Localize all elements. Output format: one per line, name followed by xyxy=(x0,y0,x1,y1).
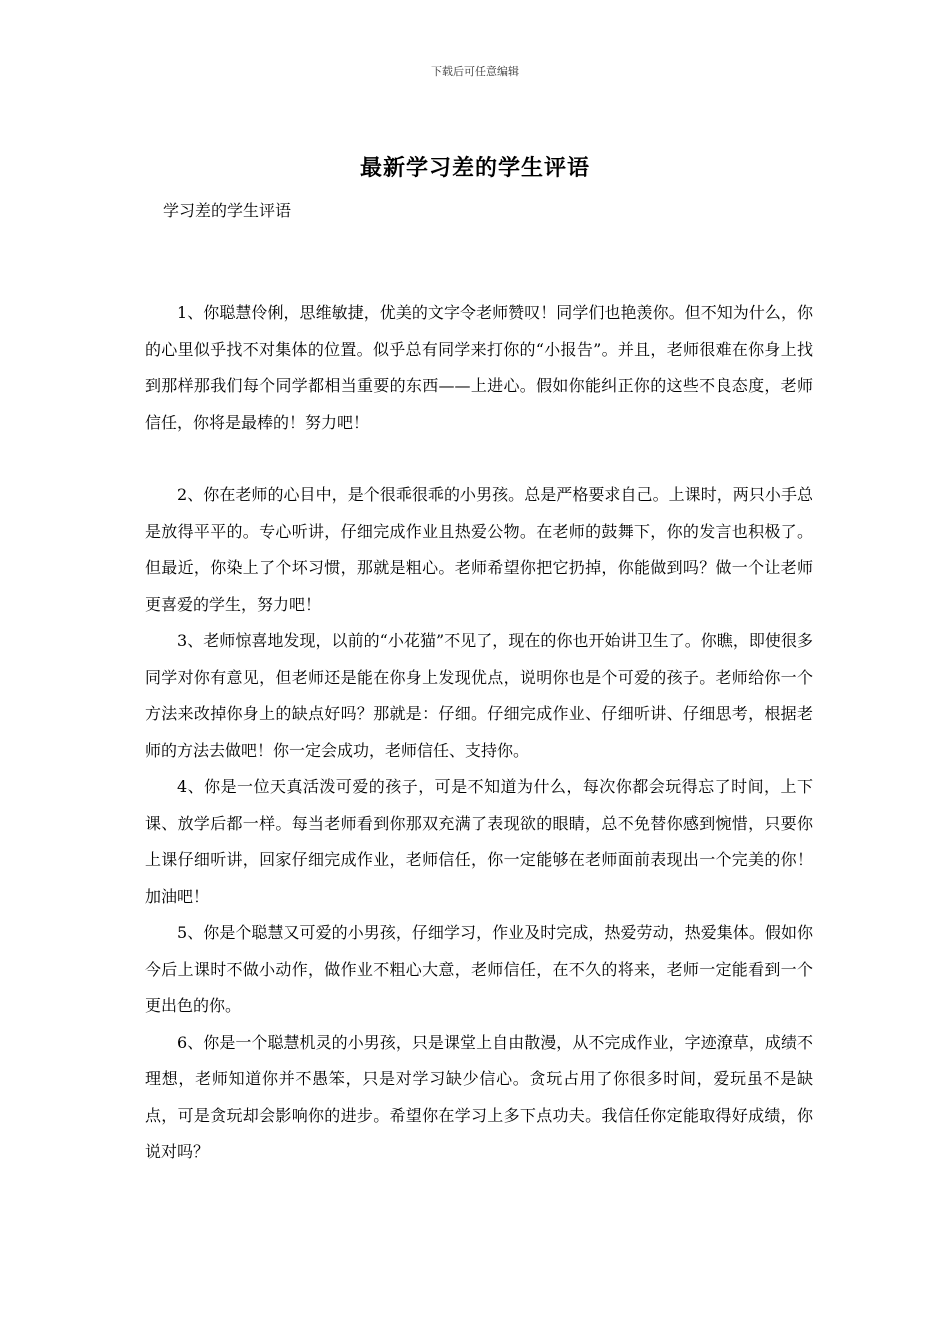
comments-body xyxy=(145,295,813,1171)
comment-paragraph-4: 4、你是一位天真活泼可爱的孩子，可是不知道为什么，每次你都会玩得忘了时间，上下课、放学后都一样。每当老师看到你那双充满了表现欲的眼睛，总不免替你感到惋惜，只要你上课仔细听讲，回家仔细完成作业，老师信任，你一定能够在老师面前表现出一个完美的你！加油吧！ xyxy=(145,777,813,906)
page-header-note: 下载后可任意编辑 xyxy=(431,65,519,78)
document-title: 最新学习差的学生评语 xyxy=(359,155,590,181)
document-subtitle: 学习差的学生评语 xyxy=(163,201,292,220)
comment-paragraph-5: 5、你是个聪慧又可爱的小男孩，仔细学习，作业及时完成，热爱劳动，热爱集体。假如你今后上课时不做小动作，做作业不粗心大意，老师信任，在不久的将来，老师一定能看到一个更出色的你。 xyxy=(145,923,813,1015)
comment-paragraph-3: 3、老师惊喜地发现，以前的“小花猫”不见了，现在的你也开始讲卫生了。你瞧，即使很多同学对你有意见，但老师还是能在你身上发现优点，说明你也是个可爱的孩子。老师给你一个方法来改掉你身上的缺点好吗？那就是：仔细。仔细完成作业、仔细听讲、仔细思考，根据老师的方法去做吧！你一定会成功，老师信任、支持你。 xyxy=(145,631,813,760)
comment-paragraph-1: 1、你聪慧伶俐，思维敏捷，优美的文字令老师赞叹！同学们也艳羡你。但不知为什么，你的心里似乎找不对集体的位置。似乎总有同学来打你的“小报告”。并且，老师很难在你身上找到那样那我们每个同学都相当重要的东西——上进心。假如你能纠正你的这些不良态度，老师信任，你将是最棒的！努力吧！ xyxy=(145,303,813,432)
comment-paragraph-6: 6、你是一个聪慧机灵的小男孩，只是课堂上自由散漫，从不完成作业，字迹潦草，成绩不理想，老师知道你并不愚笨，只是对学习缺少信心。贪玩占用了你很多时间，爱玩虽不是缺点，可是贪玩却会影响你的进步。希望你在学习上多下点功夫。我信任你定能取得好成绩，你说对吗？ xyxy=(145,1032,813,1161)
comment-paragraph-2: 2、你在老师的心目中，是个很乖很乖的小男孩。总是严格要求自己。上课时，两只小手总是放得平平的。专心听讲，仔细完成作业且热爱公物。在老师的鼓舞下，你的发言也积极了。但最近，你染上了个坏习惯，那就是粗心。老师希望你把它扔掉，你能做到吗？做一个让老师更喜爱的学生，努力吧！ xyxy=(145,485,813,614)
